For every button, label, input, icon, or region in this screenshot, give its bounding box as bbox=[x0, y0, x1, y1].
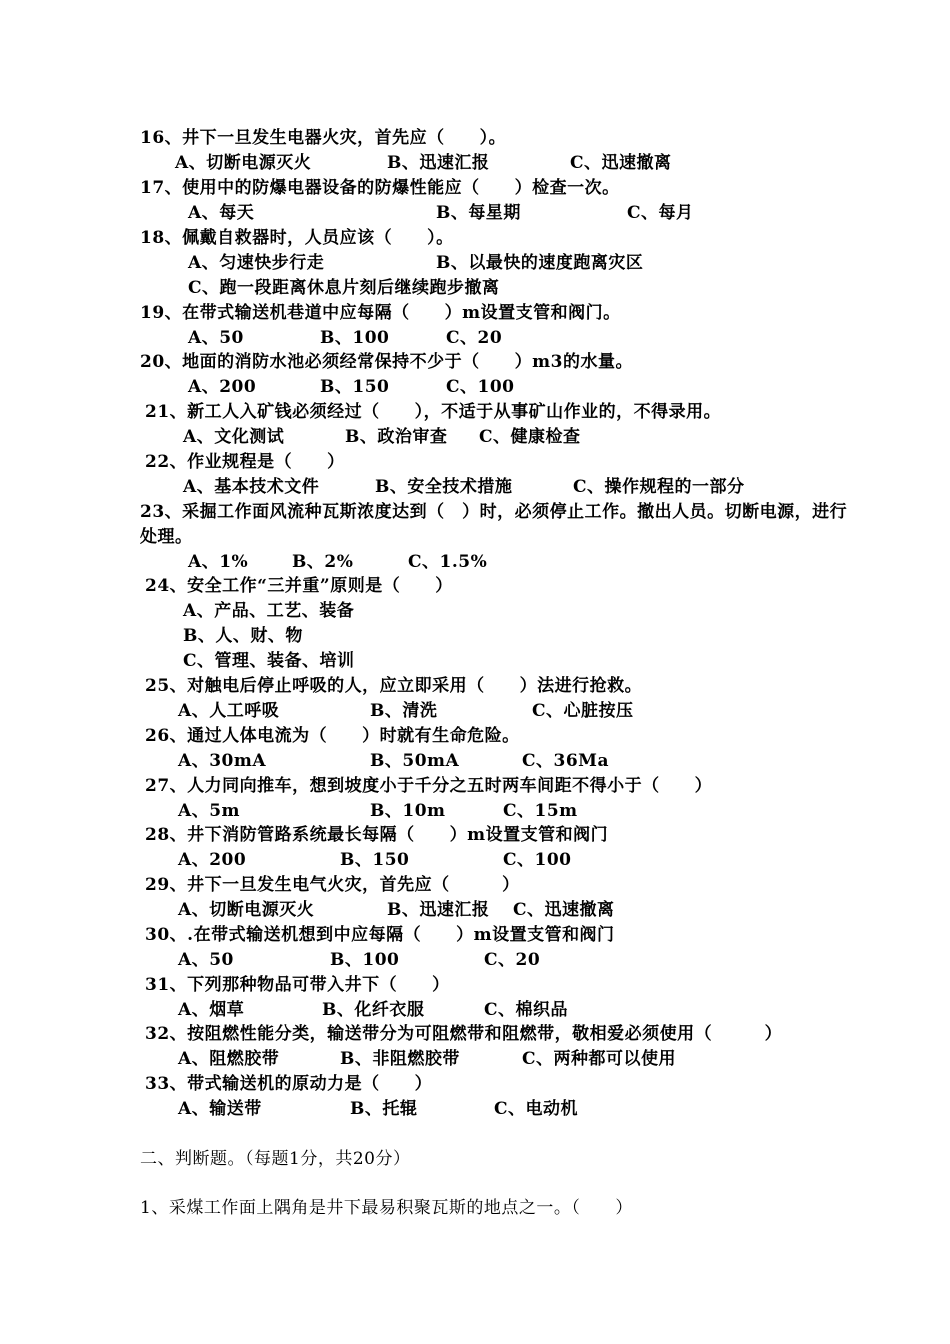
question-33-option-c: C、电动机 bbox=[494, 1099, 579, 1119]
question-32-option-c: C、两种都可以使用 bbox=[522, 1049, 677, 1069]
question-16-option-a: A、切断电源灭火 bbox=[175, 153, 312, 173]
question-24-option-c: C、管理、装备、培训 bbox=[183, 651, 355, 671]
question-26-option-b: B、50mA bbox=[370, 751, 460, 771]
question-18-option-b: B、以最快的速度跑离灾区 bbox=[436, 253, 644, 273]
question-25-stem: 25、对触电后停止呼吸的人，应立即采用（ ）法进行抢救。 bbox=[145, 676, 643, 696]
question-18-option-c: C、跑一段距离休息片刻后继续跑步撤离 bbox=[188, 278, 500, 298]
question-30-option-a: A、50 bbox=[178, 950, 234, 970]
question-18-stem: 18、佩戴自救器时，人员应该（ ）。 bbox=[140, 228, 454, 248]
question-16-option-c: C、迅速撤离 bbox=[570, 153, 672, 173]
question-27-option-b: B、10m bbox=[370, 801, 446, 821]
question-30-option-b: B、100 bbox=[330, 950, 400, 970]
question-21-option-c: C、健康检查 bbox=[479, 427, 581, 447]
question-16-option-b: B、迅速汇报 bbox=[387, 153, 490, 173]
question-31-option-a: A、烟草 bbox=[178, 1000, 245, 1020]
question-27-option-c: C、15m bbox=[503, 801, 578, 821]
question-31-option-b: B、化纤衣服 bbox=[322, 1000, 425, 1020]
question-18-option-a: A、匀速快步行走 bbox=[188, 253, 325, 273]
question-29-option-c: C、迅速撤离 bbox=[513, 900, 615, 920]
question-31-option-c: C、棉织品 bbox=[484, 1000, 569, 1020]
question-26-option-a: A、30mA bbox=[178, 751, 267, 771]
question-19-option-a: A、50 bbox=[188, 328, 244, 348]
question-28-stem: 28、井下消防管路系统最长每隔（ ）m设置支管和阀门 bbox=[145, 825, 609, 845]
question-20-option-c: C、100 bbox=[446, 377, 515, 397]
question-24-stem: 24、安全工作“三并重”原则是（ ） bbox=[145, 576, 453, 596]
question-29-option-b: B、迅速汇报 bbox=[387, 900, 490, 920]
question-24-option-a: A、产品、工艺、装备 bbox=[183, 601, 355, 621]
question-20-option-b: B、150 bbox=[320, 377, 390, 397]
question-17-option-a: A、每天 bbox=[188, 203, 255, 223]
question-30-stem: 30、.在带式输送机想到中应每隔（ ）m设置支管和阀门 bbox=[145, 925, 615, 945]
question-22-stem: 22、作业规程是（ ） bbox=[145, 452, 345, 472]
question-28-option-b: B、150 bbox=[340, 850, 410, 870]
question-21-option-a: A、文化测试 bbox=[183, 427, 285, 447]
question-16-stem: 16、井下一旦发生电器火灾，首先应（ ）。 bbox=[140, 128, 507, 148]
question-29-option-a: A、切断电源灭火 bbox=[178, 900, 315, 920]
question-27-stem: 27、人力同向推车，想到坡度小于千分之五时两车间距不得小于（ ） bbox=[145, 776, 713, 796]
question-28-option-c: C、100 bbox=[503, 850, 572, 870]
question-32-stem: 32、按阻燃性能分类，输送带分为可阻燃带和阻燃带，敬相爱必须使用（ ） bbox=[145, 1024, 783, 1044]
question-23-stem: 23、采掘工作面风流种瓦斯浓度达到（ ）时，必须停止工作。撤出人员。切断电源，进行 bbox=[140, 502, 848, 522]
question-21-option-b: B、政治审查 bbox=[345, 427, 448, 447]
question-17-stem: 17、使用中的防爆电器设备的防爆性能应（ ）检查一次。 bbox=[140, 178, 620, 198]
question-20-stem: 20、地面的消防水池必须经常保持不少于（ ）m3的水量。 bbox=[140, 352, 633, 372]
question-25-option-a: A、人工呼吸 bbox=[178, 701, 280, 721]
question-27-option-a: A、5m bbox=[178, 801, 241, 821]
question-23-option-c: C、1.5% bbox=[408, 552, 488, 572]
question-23-stem-continued: 处理。 bbox=[140, 527, 193, 547]
question-28-option-a: A、200 bbox=[178, 850, 247, 870]
question-33-option-b: B、托辊 bbox=[350, 1099, 418, 1119]
question-22-option-c: C、操作规程的一部分 bbox=[573, 477, 745, 497]
question-25-option-c: C、心脏按压 bbox=[532, 701, 634, 721]
judgement-item-1: 1、采煤工作面上隅角是井下最易积聚瓦斯的地点之一。（ ） bbox=[140, 1198, 633, 1218]
question-17-option-c: C、每月 bbox=[627, 203, 694, 223]
question-33-stem: 33、带式输送机的原动力是（ ） bbox=[145, 1074, 433, 1094]
question-26-stem: 26、通过人体电流为（ ）时就有生命危险。 bbox=[145, 726, 520, 746]
question-22-option-a: A、基本技术文件 bbox=[183, 477, 320, 497]
question-23-option-b: B、2% bbox=[292, 552, 354, 572]
section-2-heading: 二、判断题。（每题1分，共20分） bbox=[140, 1149, 411, 1169]
question-23-option-a: A、1% bbox=[188, 552, 249, 572]
question-33-option-a: A、输送带 bbox=[178, 1099, 262, 1119]
question-29-stem: 29、井下一旦发生电气火灾，首先应（ ） bbox=[145, 875, 520, 895]
question-20-option-a: A、200 bbox=[188, 377, 257, 397]
question-22-option-b: B、安全技术措施 bbox=[375, 477, 513, 497]
question-32-option-a: A、阻燃胶带 bbox=[178, 1049, 280, 1069]
question-19-option-c: C、20 bbox=[446, 328, 503, 348]
question-31-stem: 31、下列那种物品可带入井下（ ） bbox=[145, 975, 450, 995]
question-24-option-b: B、人、财、物 bbox=[183, 626, 303, 646]
question-21-stem: 21、新工人入矿钱必须经过（ ），不适于从事矿山作业的，不得录用。 bbox=[145, 402, 722, 422]
question-25-option-b: B、清洗 bbox=[370, 701, 438, 721]
question-17-option-b: B、每星期 bbox=[436, 203, 521, 223]
question-30-option-c: C、20 bbox=[484, 950, 541, 970]
question-32-option-b: B、非阻燃胶带 bbox=[340, 1049, 460, 1069]
question-26-option-c: C、36Ma bbox=[522, 751, 610, 771]
question-19-option-b: B、100 bbox=[320, 328, 390, 348]
question-19-stem: 19、在带式输送机巷道中应每隔（ ）m设置支管和阀门。 bbox=[140, 303, 621, 323]
